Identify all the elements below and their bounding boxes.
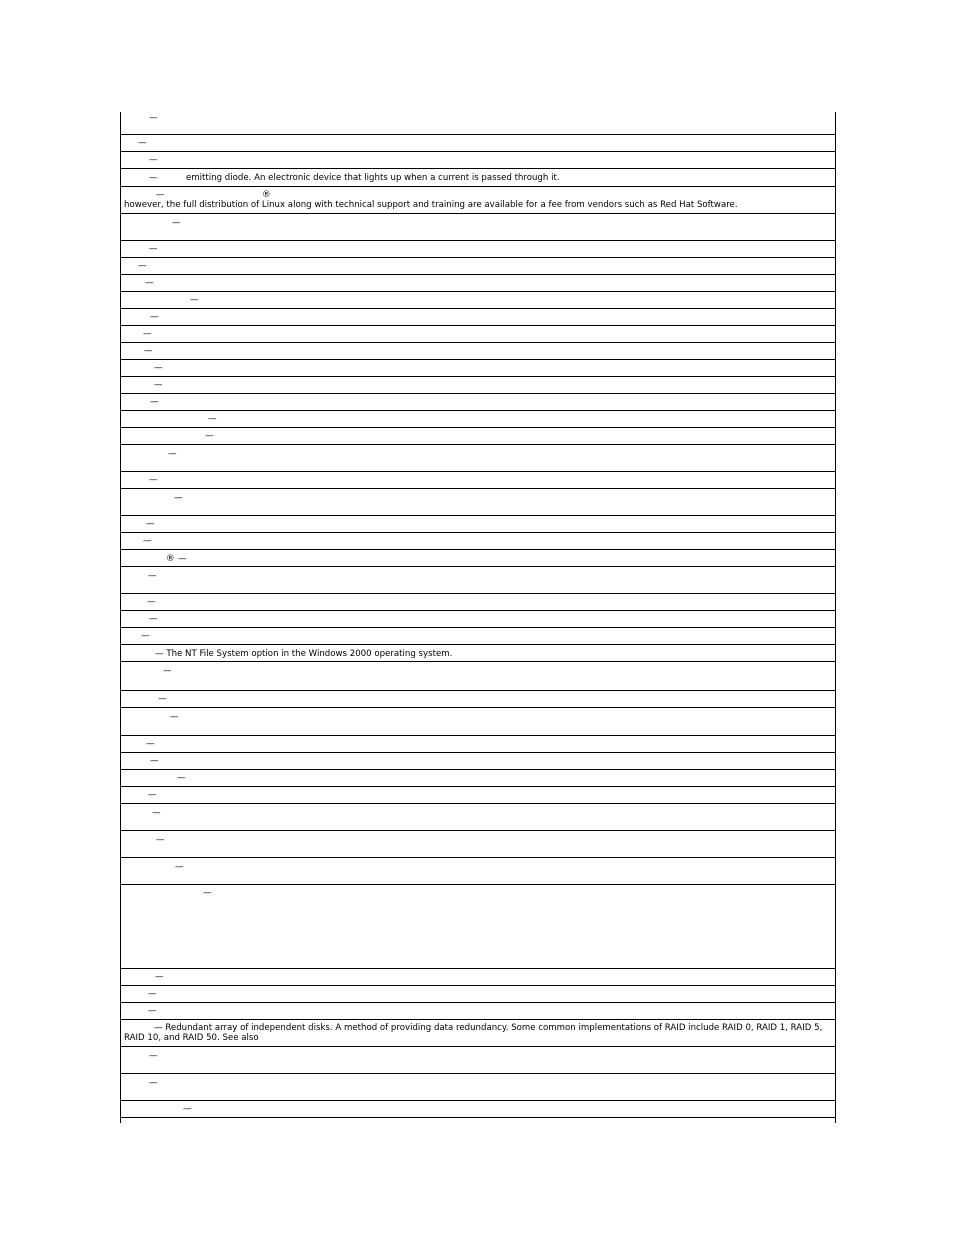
table-row xyxy=(121,394,835,411)
table-row xyxy=(121,753,835,770)
table-row xyxy=(121,567,835,594)
em-dash: — xyxy=(138,261,147,271)
em-dash: — xyxy=(149,155,158,165)
em-dash: — xyxy=(205,431,214,441)
table-row xyxy=(121,135,835,152)
em-dash: — xyxy=(150,397,159,407)
table-row xyxy=(121,1047,835,1074)
em-dash: — xyxy=(154,363,163,373)
glossary-table xyxy=(120,112,836,1123)
em-dash: — xyxy=(145,278,154,288)
table-row xyxy=(121,360,835,377)
registered-mark: ® xyxy=(262,190,271,200)
em-dash: — xyxy=(190,295,199,305)
ntfs-definition: — The NT File System option in the Windows 2000 operating system. xyxy=(155,649,453,659)
table-row xyxy=(121,594,835,611)
table-row xyxy=(121,628,835,645)
em-dash: — xyxy=(149,173,158,183)
em-dash: — xyxy=(172,218,181,228)
table-row xyxy=(121,533,835,550)
em-dash: — xyxy=(163,666,172,676)
em-dash: — xyxy=(155,972,164,982)
table-row xyxy=(121,1020,835,1047)
table-row xyxy=(121,736,835,753)
em-dash: — xyxy=(149,614,158,624)
table-row xyxy=(121,472,835,489)
em-dash: — xyxy=(147,597,156,607)
em-dash: — xyxy=(156,835,165,845)
em-dash: — xyxy=(174,493,183,503)
table-row xyxy=(121,691,835,708)
table-row xyxy=(121,112,835,135)
table-row xyxy=(121,516,835,533)
led-definition: emitting diode. An electronic device that lights up when a current is passed through it. xyxy=(186,173,560,183)
linux-definition: however, the full distribution of Linux along with technical support and training are available for a fee from vendors such as Red Hat Software. xyxy=(124,200,738,210)
table-row xyxy=(121,326,835,343)
table-row xyxy=(121,309,835,326)
table-row xyxy=(121,241,835,258)
raid-definition xyxy=(124,1023,832,1043)
em-dash: — xyxy=(148,571,157,581)
em-dash: — xyxy=(178,554,187,564)
table-row xyxy=(121,187,835,214)
em-dash: — xyxy=(146,519,155,529)
table-row xyxy=(121,489,835,516)
em-dash: — xyxy=(170,712,179,722)
table-row xyxy=(121,275,835,292)
table-row xyxy=(121,611,835,628)
table-row xyxy=(121,708,835,736)
table-row xyxy=(121,1101,835,1118)
table-row xyxy=(121,152,835,169)
em-dash: — xyxy=(143,329,152,339)
em-dash: — xyxy=(156,190,165,200)
em-dash: — xyxy=(203,888,212,898)
em-dash: — xyxy=(150,312,159,322)
em-dash: — xyxy=(143,536,152,546)
table-row xyxy=(121,787,835,804)
table-row xyxy=(121,986,835,1003)
registered-mark: ® xyxy=(166,554,175,564)
table-row xyxy=(121,169,835,187)
em-dash: — xyxy=(148,790,157,800)
table-row xyxy=(121,550,835,567)
em-dash: — xyxy=(138,138,147,148)
em-dash: — xyxy=(149,113,158,123)
table-row xyxy=(121,1074,835,1101)
table-row xyxy=(121,662,835,691)
em-dash: — xyxy=(150,756,159,766)
table-row xyxy=(121,858,835,885)
table-row xyxy=(121,645,835,662)
table-row xyxy=(121,214,835,241)
em-dash: — xyxy=(154,380,163,390)
em-dash: — xyxy=(175,862,184,872)
em-dash: — xyxy=(177,773,186,783)
em-dash: — xyxy=(148,989,157,999)
table-row xyxy=(121,804,835,831)
em-dash: — xyxy=(146,739,155,749)
table-row xyxy=(121,1003,835,1020)
table-row xyxy=(121,411,835,428)
em-dash: — xyxy=(168,449,177,459)
em-dash: — xyxy=(149,1078,158,1088)
table-row xyxy=(121,445,835,472)
raid-definition-text: — Redundant array of independent disks. A method of providing data redundancy. Some common implementations of RAID include RAID 0, RAID 1, RAID 5, RAID 10, and RAID 50. See also xyxy=(124,1023,823,1043)
em-dash: — xyxy=(183,1104,192,1114)
em-dash: — xyxy=(208,414,217,424)
table-row xyxy=(121,258,835,275)
table-row xyxy=(121,831,835,858)
em-dash: — xyxy=(141,631,150,641)
table-row xyxy=(121,292,835,309)
em-dash: — xyxy=(149,244,158,254)
em-dash: — xyxy=(144,346,153,356)
em-dash: — xyxy=(148,1006,157,1016)
table-row xyxy=(121,969,835,986)
em-dash: — xyxy=(149,1051,158,1061)
em-dash: — xyxy=(152,808,161,818)
table-row xyxy=(121,770,835,787)
em-dash: — xyxy=(149,475,158,485)
table-row xyxy=(121,885,835,969)
table-row xyxy=(121,428,835,445)
table-row xyxy=(121,377,835,394)
table-row xyxy=(121,343,835,360)
em-dash: — xyxy=(158,694,167,704)
